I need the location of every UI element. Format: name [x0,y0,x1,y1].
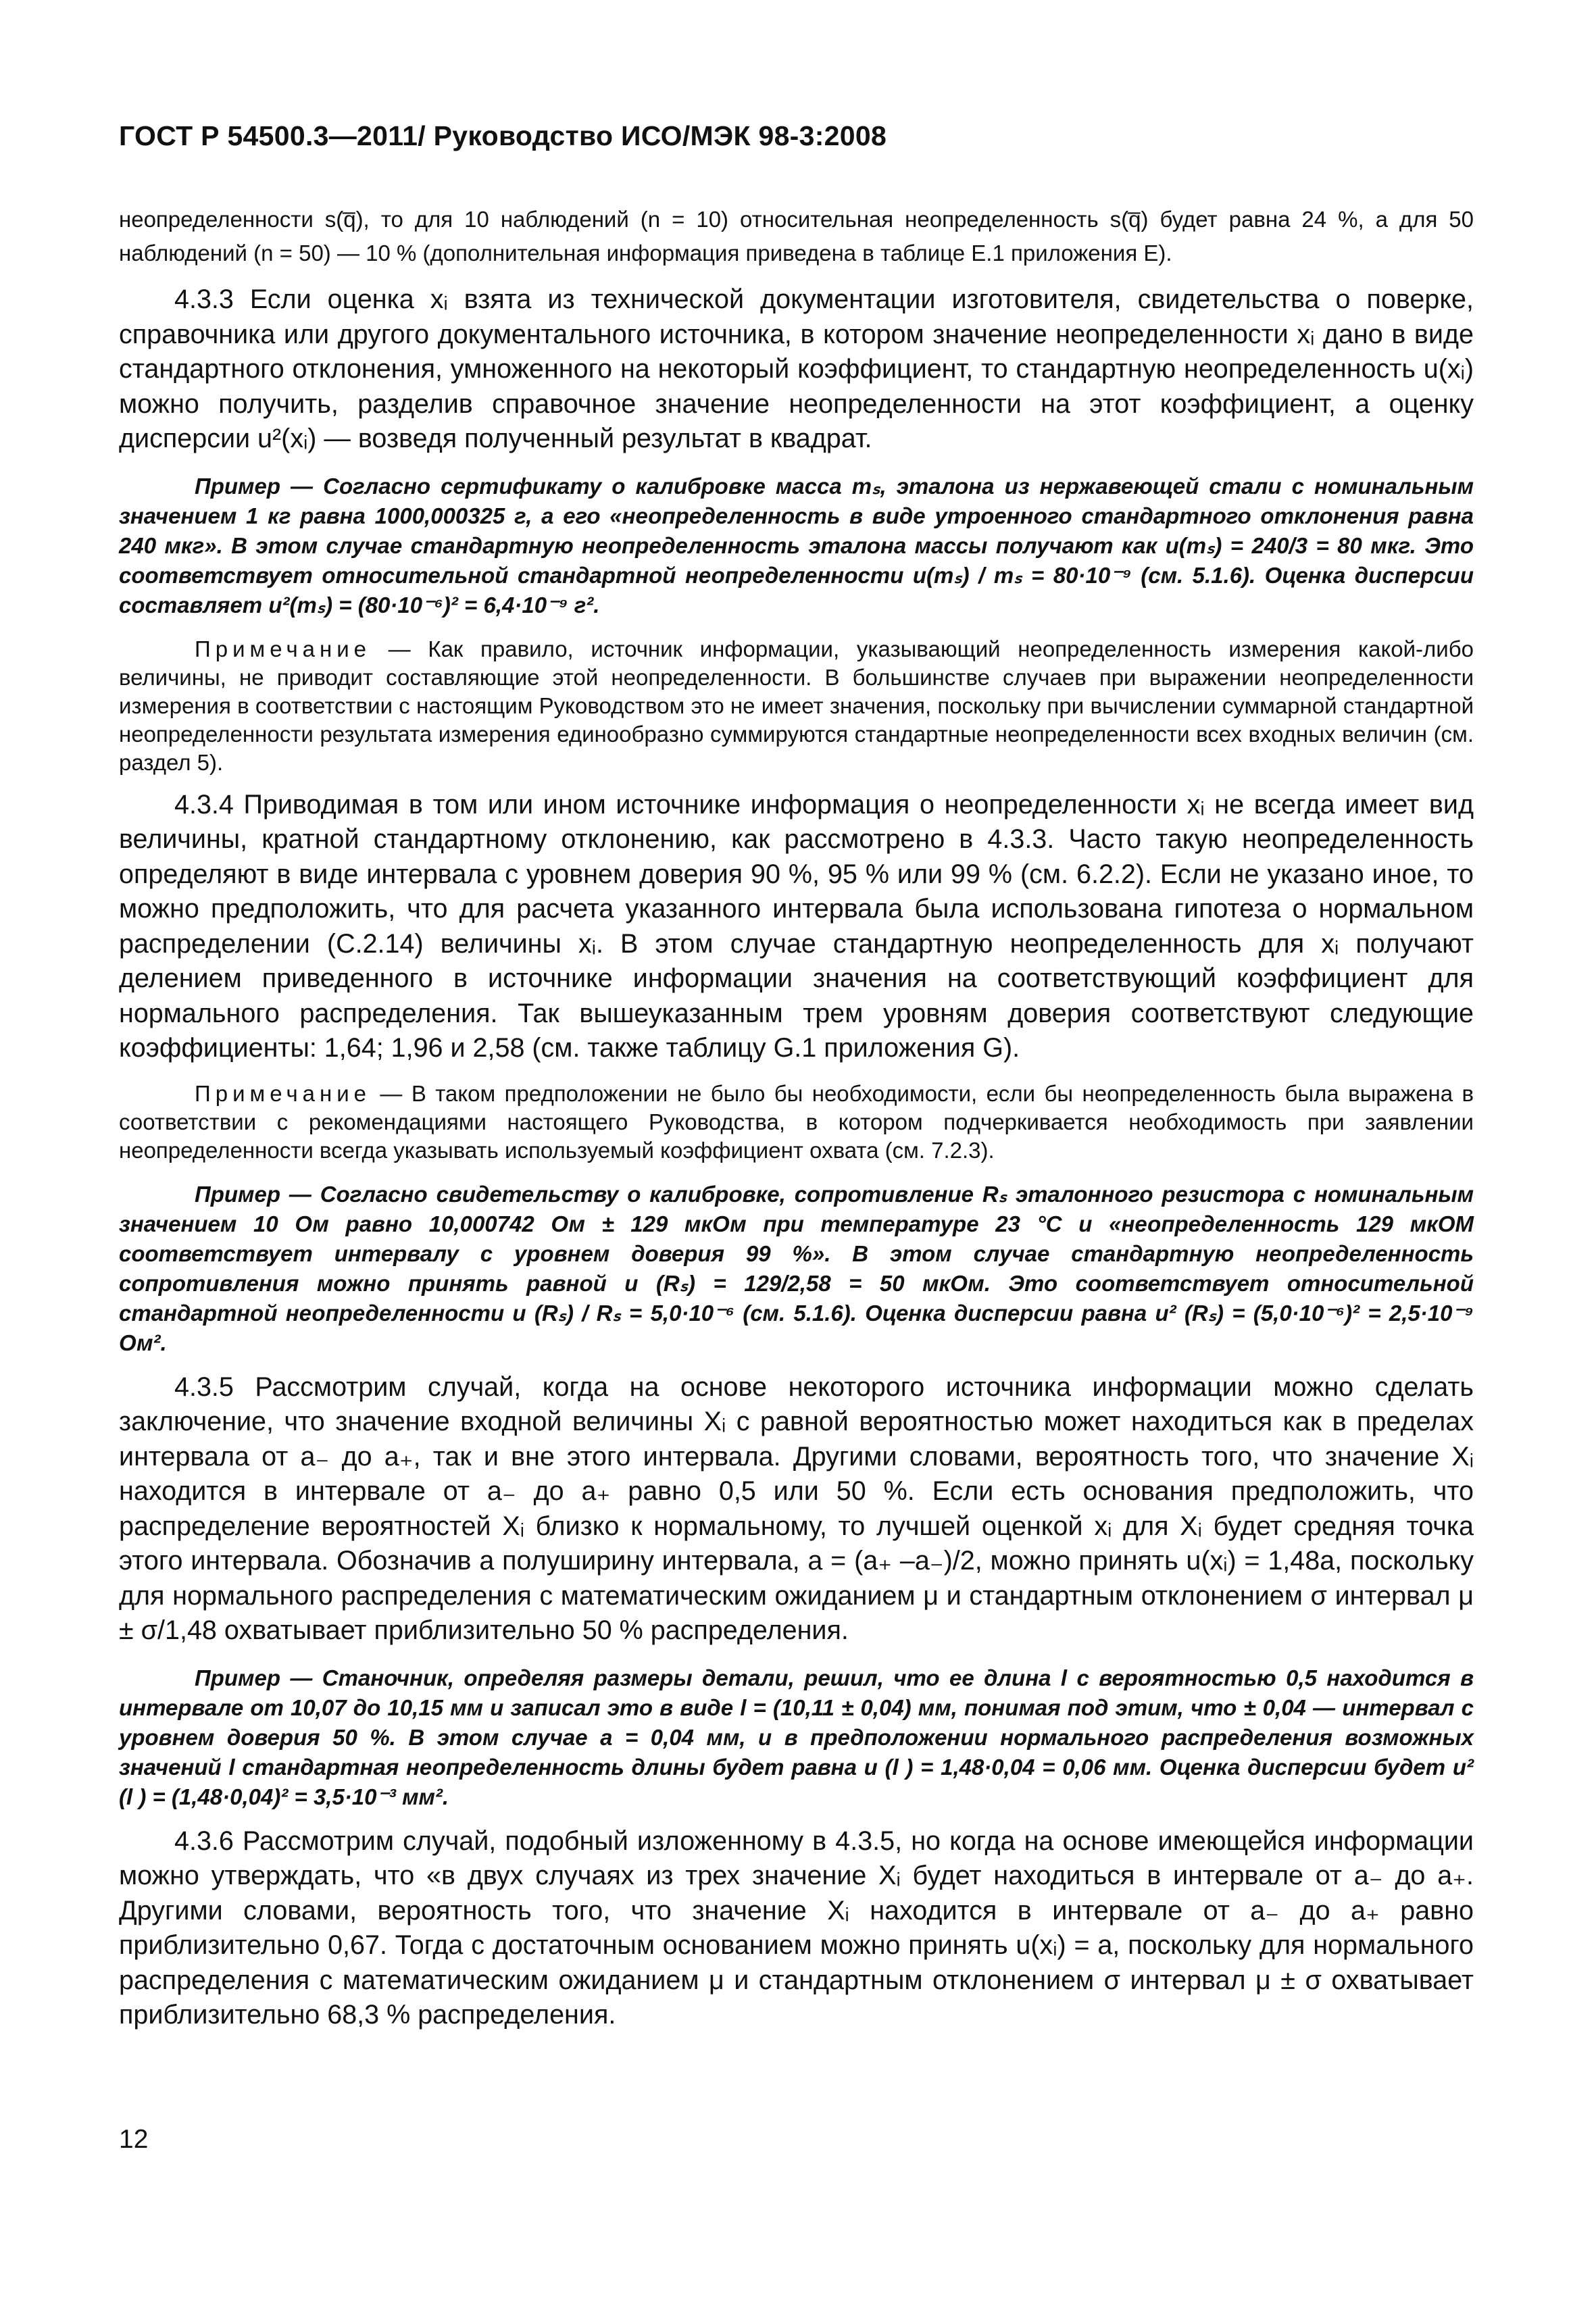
example-resistor-calibration: Пример — Согласно свидетельству о калибровке, сопротивление Rₛ эталонного резистора с номинальным значением 10 Ом равно 10,000742 Ом ± 129 мкОм при температуре 23 °С и «неопределенность 129 мкОМ соответствует интервалу с уровнем доверия 99 %». В этом случае стандартную неопределенность сопротивления можно принять равной u (Rₛ) = 129/2,58 = 50 мкОм. Это соответствует относительной стандартной неопределенности u (Rₛ) / Rₛ = 5,0·10⁻⁶ (см. 5.1.6). Оценка дисперсии равна u² (Rₛ) = (5,0·10⁻⁶)² = 2,5·10⁻⁹ Ом². [119,1181,1474,1355]
note-text: — Как правило, источник информации, указывающий неопределенность измерения какой-либо величины, не приводит составляющие этой неопределенности. В большинстве случаев при выражении неопределенности измерения в соответствии с настоящим Руководством это не имеет значения, поскольку при вычислении суммарной стандартной неопределенности результата измерения единообразно суммируются стандартные неопределенности всех входных величин (см. раздел 5). [119,636,1474,775]
paragraph-4-3-6: 4.3.6 Рассмотрим случай, подобный изложенному в 4.3.5, но когда на основе имеющейся информации можно утверждать, что «в двух случаях из трех значение Xᵢ будет находиться в интервале от a₋ до a₊. Другими словами, вероятность того, что значение Xᵢ находится в интервале от a₋ до a₊ равно приблизительно 0,67. Тогда с достаточным основанием можно принять u(xᵢ) = a, поскольку для нормального распределения с математическим ожиданием μ и стандартным отклонением σ интервал μ ± σ охватывает приблизительно 68,3 % распределения. [119,1826,1474,2030]
page-content [119,203,1474,2033]
note-uncertainty-components [119,635,1474,777]
paragraph-4-3-5: 4.3.5 Рассмотрим случай, когда на основе некоторого источника информации можно сделать заключение, что значение входной величины Xᵢ с равной вероятностью может находиться как в пределах интервала от a₋ до a₊, так и вне этого интервала. Другими словами, вероятность того, что значение Xᵢ находится в интервале от a₋ до a₊ равно 0,5 или 50 %. Если есть основания предположить, что распределение вероятностей Xᵢ близко к нормальному, то лучшей оценкой xᵢ для Xᵢ будет средняя точка этого интервала. Обозначив а полуширину интервала, a = (a₊ –a₋)/2, можно принять u(xᵢ) = 1,48a, поскольку для нормального распределения с математическим ожиданием μ и стандартным отклонением σ интервал μ ± σ/1,48 охватывает приблизительно 50 % распределения. [119,1372,1474,1645]
example-mass-calibration: Пример — Согласно сертификату о калибровке масса mₛ, эталона из нержавеющей стали с номинальным значением 1 кг равна 1000,000325 г, а его «неопределенность в виде утроенного стандартного отклонения равна 240 мкг». В этом случае стандартную неопределенность эталона массы получают как u(mₛ) = 240/3 = 80 мкг. Это соответствует относительной стандартной неопределенности u(mₛ) / mₛ = 80·10⁻⁹ (см. 5.1.6). Оценка дисперсии составляет u²(mₛ) = (80·10⁻⁶)² = 6,4·10⁻⁹ г². [119,473,1474,618]
note-coverage-factor [119,1080,1474,1165]
note-text: — В таком предположении не было бы необходимости, если бы неопределенность была выражена в соответствии с рекомендациями настоящего Руководства, в котором подчеркивается необходимость при заявлении неопределенности всегда указывать используемый коэффициент охвата (см. 7.2.3). [119,1080,1474,1163]
note-label: Примечание [195,636,372,661]
paragraph-4-3-4: 4.3.4 Приводимая в том или ином источнике информация о неопределенности xᵢ не всегда имеет вид величины, кратной стандартному отклонению, как рассмотрено в 4.3.3. Часто такую неопределенность определяют в виде интервала с уровнем доверия 90 %, 95 % или 99 % (см. 6.2.2). Если не указано иное, то можно предположить, что для расчета указанного интервала была использована гипотеза о нормальном распределении (С.2.14) величины xᵢ. В этом случае стандартную неопределенность для xᵢ получают делением приведенного в источнике информации значения на соответствующий коэффициент для нормального распределения. Так вышеуказанным трем уровням доверия соответствуют следующие коэффициенты: 1,64; 1,96 и 2,58 (см. также таблицу G.1 приложения G). [119,789,1474,1063]
example-machinist-length: Пример — Станочник, определяя размеры детали, решил, что ее длина l с вероятностью 0,5 находится в интервале от 10,07 до 10,15 мм и записал это в виде l = (10,11 ± 0,04) мм, понимая под этим, что ± 0,04 — интервал с уровнем доверия 50 %. В этом случае а = 0,04 мм, и в предположении нормального распределения возможных значений l стандартная неопределенность длины будет равна u (l ) = 1,48·0,04 = 0,06 мм. Оценка дисперсии будет u² (l ) = (1,48·0,04)² = 3,5·10⁻³ мм². [119,1665,1474,1809]
paragraph-continuation: неопределенности s(q̅), то для 10 наблюдений (n = 10) относительная неопределенность s(q̅) будет равна 24 %, а для 50 наблюдений (n = 50) — 10 % (дополнительная информация приведена в таблице Е.1 приложения Е). [119,207,1474,266]
page-number: 12 [119,2125,149,2154]
paragraph-4-3-3: 4.3.3 Если оценка xᵢ взята из технической документации изготовителя, свидетельства о поверке, справочника или другого документального источника, в котором значение неопределенности xᵢ дано в виде стандартного отклонения, умноженного на некоторый коэффициент, то стандартную неопределенность u(xᵢ) можно получить, разделив справочное значение неопределенности на этот коэффициент, а оценку дисперсии u²(xᵢ) — возведя полученный результат в квадрат. [119,284,1474,453]
note-label: Примечание [195,1080,372,1106]
page-header: ГОСТ Р 54500.3—2011/ Руководство ИСО/МЭК 98-3:2008 [119,120,887,151]
